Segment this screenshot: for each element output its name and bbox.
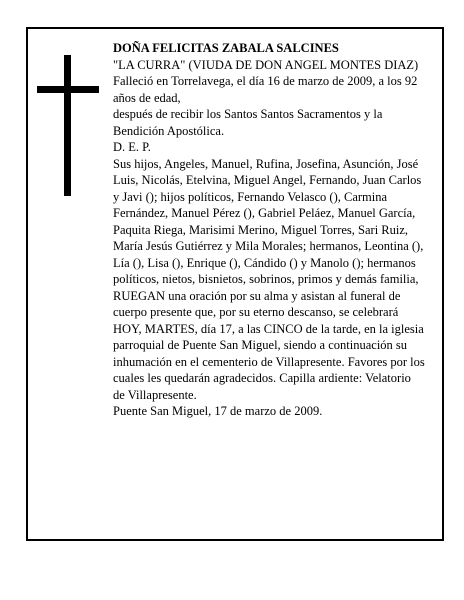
cross-icon [64, 55, 71, 196]
rip-line: D. E. P. [113, 140, 151, 154]
family-list: Sus hijos, Angeles, Manuel, Rufina, Josefina, Asunción, José Luis, Nicolás, Etelvina, Miguel Angel, Fernando, Juan Carlos y Javi (); hijos políticos, Fernando Velasco (), Carmina Fernández, Manuel Pérez (), Gabriel Peláez, Manuel García, Paquita Riega, Marisimi Merino, Miguel Torres, Sari Ruiz, María Jesús Gutiérrez y Mila Morales; hermanos, Leontina (), Lía (), Lisa (), Enrique (), Cándido () y Manolo (); hermanos políticos, nietos, bisnietos, sobrinos, primos y demás familia, [113, 156, 424, 286]
death-notice: Falleció en Torrelavega, el día 16 de marzo de 2009, a los 92 años de edad, [113, 74, 418, 105]
cross-icon-bar [37, 86, 99, 93]
obituary-text [113, 40, 425, 420]
sacraments-line: después de recibir los Santos Santos Sacramentos y la Bendición Apostólica. [113, 107, 383, 138]
deceased-name: DOÑA FELICITAS ZABALA SALCINES [113, 41, 339, 55]
funeral-request: RUEGAN una oración por su alma y asistan al funeral de cuerpo presente que, por su eterno descanso, se celebrará HOY, MARTES, día 17, a las CINCO de la tarde, en la iglesia parroquial de Puente San Miguel, siendo a continuación su inhumación en el cementerio de Villapresente. Favores por los cuales les quedarán agradecidos. Capilla ardiente: Velatorio de Villapresente. [113, 288, 425, 402]
place-date: Puente San Miguel, 17 de marzo de 2009. [113, 404, 323, 418]
nickname-line: "LA CURRA" (VIUDA DE DON ANGEL MONTES DIAZ) [113, 57, 419, 72]
